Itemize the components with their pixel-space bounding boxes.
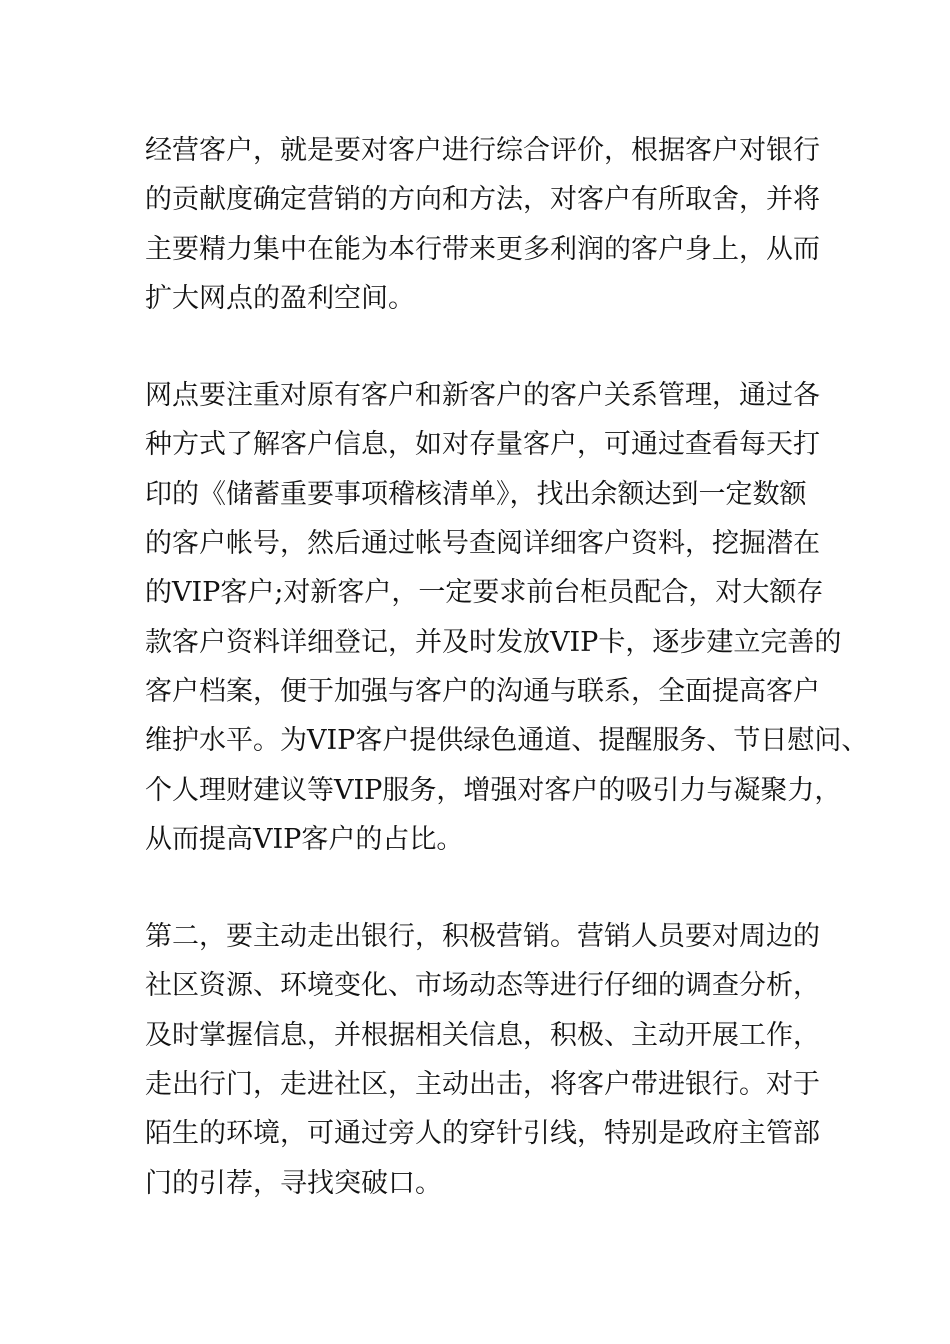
paragraph-line: 客户档案，便于加强与客户的沟通与联系，全面提高客户: [145, 675, 820, 707]
paragraph-line: 个人理财建议等VIP服务，增强对客户的吸引力与凝聚力，: [145, 774, 842, 806]
paragraph-line: 印的《储蓄重要事项稽核清单》，找出余额达到一定数额: [145, 478, 807, 510]
paragraph-line: 经营客户，就是要对客户进行综合评价，根据客户对银行: [145, 135, 820, 166]
paragraph-line: 的客户帐号，然后通过帐号查阅详细客户资料，挖掘潜在: [145, 528, 820, 560]
paragraph-3: [145, 912, 825, 1208]
paragraph-line: 网点要注重对原有客户和新客户的客户关系管理，通过各: [145, 380, 820, 412]
paragraph-line: 的VIP客户;对新客户，一定要求前台柜员配合，对大额存: [145, 577, 824, 609]
paragraph-line: 扩大网点的盈利空间。: [145, 282, 415, 314]
paragraph-line: 陌生的环境，可通过旁人的穿针引线，特别是政府主管部: [145, 1118, 820, 1150]
paragraph-spacer: [145, 323, 825, 371]
paragraph-2: [145, 371, 869, 864]
document-body: [145, 126, 869, 1208]
paragraph-line: 从而提高VIP客户的占比。: [145, 823, 464, 855]
paragraph-line: 维护水平。为VIP客户提供绿色通道、提醒服务、节日慰问、: [145, 725, 869, 757]
paragraph-line: 款客户资料详细登记，并及时发放VIP卡，逐步建立完善的: [145, 626, 842, 658]
paragraph-line: 主要精力集中在能为本行带来更多利润的客户身上，从而: [145, 233, 820, 265]
paragraph-line: 种方式了解客户信息，如对存量客户，可通过查看每天打: [145, 429, 820, 461]
paragraph-line: 的贡献度确定营销的方向和方法，对客户有所取舍，并将: [145, 184, 820, 216]
paragraph-line: 走出行门，走进社区，主动出击，将客户带进银行。对于: [145, 1069, 820, 1101]
paragraph-line: 及时掌握信息，并根据相关信息，积极、主动开展工作，: [145, 1019, 820, 1051]
paragraph-line: 第二，要主动走出银行，积极营销。营销人员要对周边的: [145, 921, 820, 953]
paragraph-1: [145, 126, 825, 323]
paragraph-line: 社区资源、环境变化、市场动态等进行仔细的调查分析，: [145, 970, 820, 1002]
paragraph-spacer: [145, 864, 825, 912]
paragraph-line: 门的引荐，寻找突破口。: [145, 1167, 442, 1199]
